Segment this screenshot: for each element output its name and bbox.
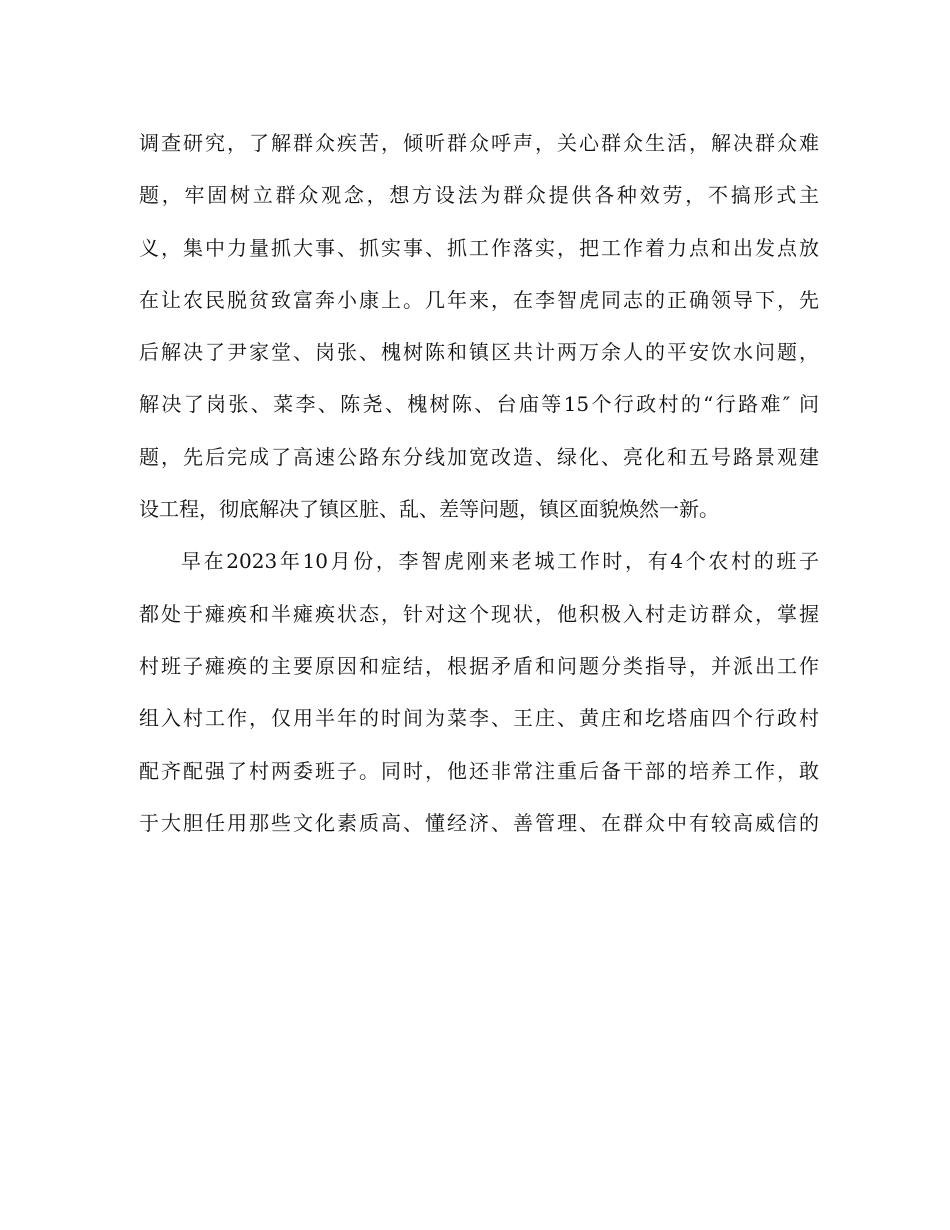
paragraph-first-line: 早在2023年10月份，李智虎刚来老城工作时，有4个农村的班子	[181, 549, 819, 574]
text-line: 题，牢固树立群众观念，想方设法为群众提供各种效劳，不搞形式主	[139, 183, 819, 208]
text-line: 都处于瘫痪和半瘫痪状态，针对这个现状，他积极入村走访群众，掌握	[139, 601, 819, 626]
body-text	[139, 117, 819, 849]
text-line: 题，先后完成了高速公路东分线加宽改造、绿化、亮化和五号路景观建	[139, 444, 819, 469]
text-line: 解决了岗张、菜李、陈尧、槐树陈、台庙等15个行政村的“行路难″ 问	[139, 392, 819, 417]
text-line: 村班子瘫痪的主要原因和症结，根据矛盾和问题分类指导，并派出工作	[139, 653, 819, 678]
text-line: 调查研究，了解群众疾苦，倾听群众呼声，关心群众生活，解决群众难	[139, 131, 819, 155]
paragraph-end-line: 设工程，彻底解决了镇区脏、乱、差等问题，镇区面貌焕然一新。	[139, 497, 719, 522]
text-line: 配齐配强了村两委班子。同时，他还非常注重后备干部的培养工作，敢	[139, 758, 819, 783]
text-line: 在让农民脱贫致富奔小康上。几年来，在李智虎同志的正确领导下，先	[139, 287, 819, 312]
text-line: 义，集中力量抓大事、抓实事、抓工作落实，把工作着力点和出发点放	[139, 235, 819, 260]
text-line: 组入村工作，仅用半年的时间为菜李、王庄、黄庄和圪塔庙四个行政村	[139, 706, 819, 731]
text-line: 后解决了尹家堂、岗张、槐树陈和镇区共计两万余人的平安饮水问题，	[139, 340, 819, 365]
text-line: 于大胆任用那些文化素质高、懂经济、善管理、在群众中有较高威信的	[139, 810, 819, 835]
